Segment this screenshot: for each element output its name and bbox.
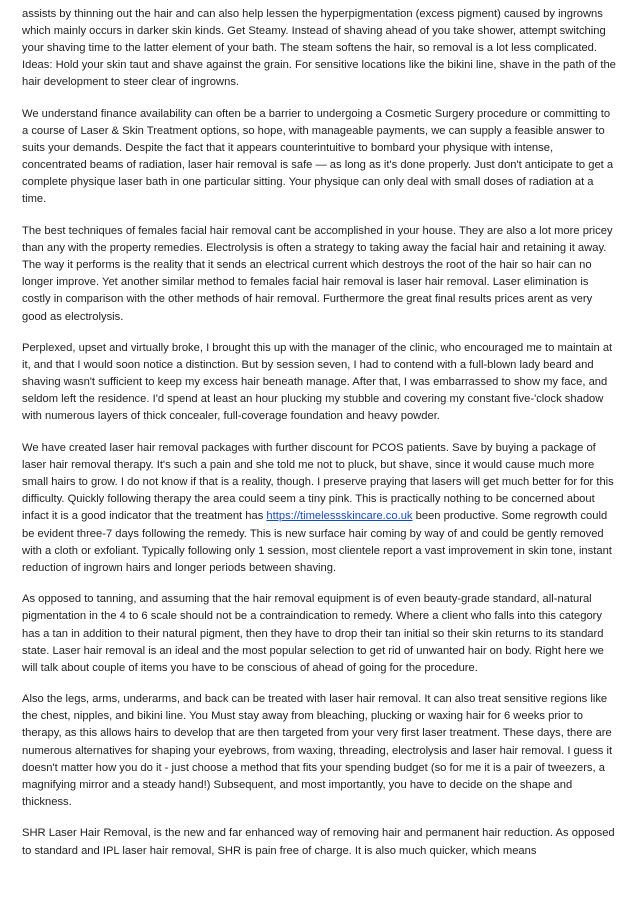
timelessskincare-link[interactable]: https://timelessskincare.co.uk [266, 510, 413, 523]
paragraph-2: We understand finance availability can often be a barrier to undergoing a Cosmetic Surgery procedure or committing to a course of Laser & Skin Treatment options, so hope, with manageable payments, we can supply a feasible answer to suits your demands. Despite the fact that it appears counterintuitive to bombard your physique with intense, concentrated beams of radiation, laser hair removal is safe — as long as it's done properly. Just don't anticipate to get a complete physique laser bath in one particular sitting. Your physique can only deal with small doses of radiation at a time. [22, 107, 614, 206]
paragraph-3: The best techniques of females facial hair removal cant be accomplished in your house. They are also a lot more pricey than any with the property remedies. Electrolysis is often a strategy to taking away the facial hair and retaining it away. The way it performs is the reality that it sends an electrical current which destroys the root of the hair so hair can no longer improve. Yet another similar method to females facial hair removal is laser hair removal. Laser elimination is costly in comparison with the other methods of hair removal. Furthermore the great final results prices arent as very good as electrolysis. [22, 225, 613, 323]
paragraph-6: As opposed to tanning, and assuming that the hair removal equipment is of even beauty-grade standard, all-natural pigmentation in the 4 to 6 scale should not be a contraindication to remedy. Where a client who falls into this category has a tan in addition to their natural pigment, then they have to drop their tan initial so their skin returns to its standard state. Laser hair removal is an ideal and the most popular selection to get rid of unwanted hair on body. Right here we will talk about couple of items you have to be conscious of ahead of going for the procedure. [22, 593, 604, 674]
paragraph-1: assists by thinning out the hair and can also help lessen the hyperpigmentation (excess pigment) caused by ingrowns which mainly occurs in darker skin kinds. Get Steamy. Instead of shaving ahead of you take shower, attempt switching your shaving time to the latter element of your bath. The steam softens the hair, so removal is a lot less complicated. Ideas: Hold your skin taut and shave against the grain. For sensitive locations like the bikini line, shave in the path of the hair development to steer clear of ingrowns. [22, 8, 616, 89]
paragraph-4: Perplexed, upset and virtually broke, I brought this up with the manager of the clinic, who encouraged me to maintain at it, and that I would soon notice a distinction. But by session seven, I had to contend with a full-blown lady beard and shaving wasn't sufficient to keep my excess hair beneath manage. After that, I was embarrassed to show my face, and seldom left the residence. I'd spend at least an hour plucking my stubble and covering my constant five-'clock shadow with numerous layers of thick concealer, full-coverage foundation and heavy powder. [22, 342, 613, 423]
paragraph-8: SHR Laser Hair Removal, is the new and far enhanced way of removing hair and permanent hair reduction. As opposed to standard and IPL laser hair removal, SHR is pain free of charge. It is also much quicker, which means [22, 827, 615, 857]
paragraph-7: Also the legs, arms, underarms, and back can be treated with laser hair removal. It can also treat sensitive regions like the chest, nipples, and bikini line. You Must stay away from bleaching, plucking or waxing hair for 6 weeks prior to therapy, as this allows hairs to develop that are then targeted from your very first laser treatment. These days, there are numerous alternatives for shaping your eyebrows, from waxing, threading, electrolysis and laser hair removal. I guess it doesn't matter how you do it - just choose a method that fits your spending budget (so for me it is a pair of tweezers, a magnifying mirror and a steady hand!) Subsequent, and most importantly, you have to decide on the shape and thickness. [22, 693, 613, 808]
paragraph-5-text-after: been productive. Some regrowth could be evident three-7 days following the remedy. This is new surface hair coming by way of and could be gently removed with a cloth or exfoliant. Typically following only 1 session, most clientele report a vast improvement in skin tone, instant reduction of ingrown hairs and longer periods between shaving. [22, 510, 612, 574]
paragraph-5-text-before: We have created laser hair removal packages with further discount for PCOS patients. Save by buying a package of laser hair removal therapy. It's such a pain and she told me not to pluck, but shave, since it would cause much more small hairs to grow. I do not know if that is a reality, though. I preserve praying that lasers will get much better for for this difficulty. Quickly following therapy the area could seem a tiny pink. This is practically nothing to be concerned about infact it is a good indicator that the treatment has [22, 442, 614, 523]
paragraph-5 [22, 440, 616, 577]
article-body [22, 6, 616, 874]
